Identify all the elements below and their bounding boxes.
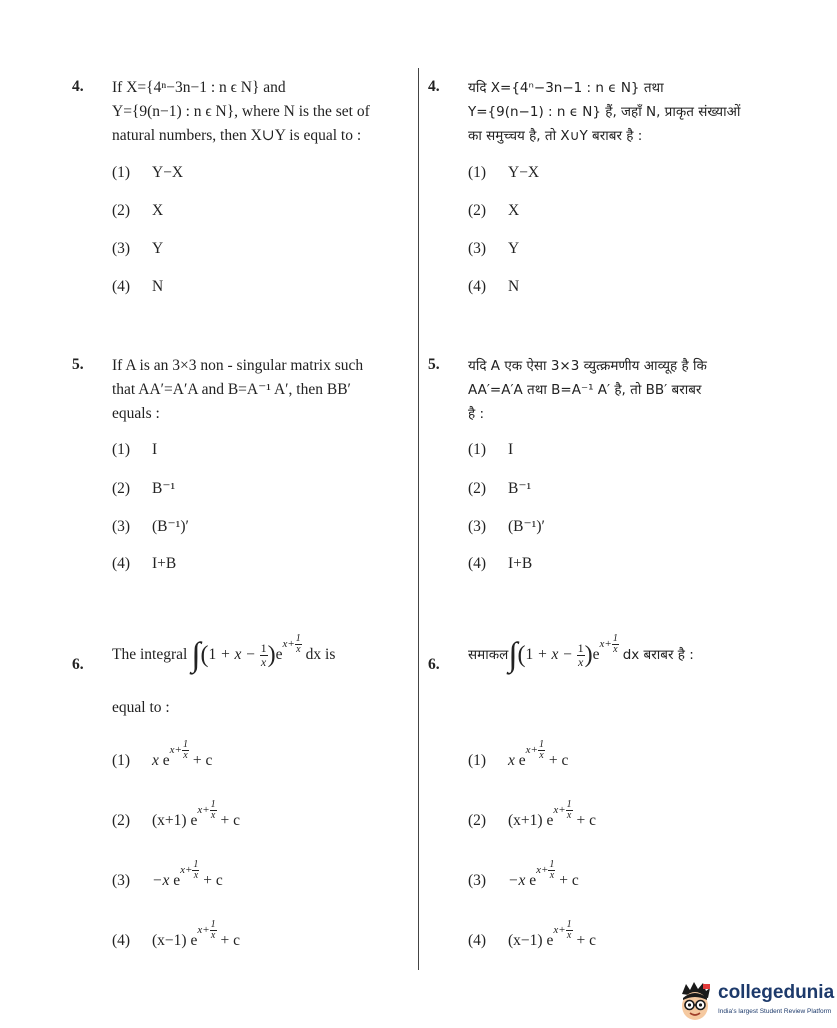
exponent-x-plus-1-over-x: x+ $\frac{1}{x}$ [282,633,301,655]
q5-hi-line3: है : [468,406,485,422]
q6-hi-option-1: (1) x ex+ $\frac{1}{x}$ + c [468,739,569,770]
q4-line1: If X={4ⁿ−3n−1 : n ϵ N} and [112,79,286,96]
q6-line2: equal to : [112,699,170,716]
q5-hi-line1: यदि A एक ऐसा 3×3 व्युत्क्रमणीय आव्यूह है कि [468,358,707,374]
fraction-1-over-x: $\frac{1}{x}$ [260,640,267,669]
q6-option-3: (3) −x ex+ $\frac{1}{x}$ + c [112,859,223,890]
q6-hi-option-2: (2) (x+1) ex+ $\frac{1}{x}$ + c [468,799,597,830]
q4-line2: Y={9(n−1) : n ϵ N}, where N is the set of [112,103,370,120]
q4-option-3: (3) Y [112,240,164,257]
q5-hi-line2: AA′=A′A तथा B=A⁻¹ A′ है, तो BB′ बराबर [468,382,702,398]
q6-option-2: (2) (x+1) ex+ $\frac{1}{x}$ + c [112,799,241,830]
q5-option-1: (1) I [112,441,158,458]
q4-hi-option-2: (2) X [468,202,520,219]
q5-option-3: (3) (B⁻¹)′ [112,518,189,535]
question-6-integral: The integral ∫(1 + x − $\frac{1}{x}$ )ex+ $\frac{1}{x}$ dx is [112,633,336,674]
q5-hi-option-3: (3) (B⁻¹)′ [468,518,545,535]
q5-hi-option-1: (1) I [468,441,514,458]
q4-hi-option-3: (3) Y [468,240,520,257]
logo-tagline: India's largest Student Review Platform [718,1008,832,1015]
q6-hi-option-3: (3) −x ex+ $\frac{1}{x}$ + c [468,859,579,890]
question-6-number: 6. [72,656,84,673]
q4-option-2: (2) X [112,202,164,219]
collegedunia-logo[interactable] [676,978,836,1026]
q6-option-1: (1) x ex+ $\frac{1}{x}$ + c [112,739,213,770]
question-5-number-hi: 5. [428,356,440,373]
question-4-text-hi [468,76,766,148]
q6-hi-option-4: (4) (x−1) ex+ $\frac{1}{x}$ + c [468,919,597,950]
q4-option-4: (4) N [112,278,164,295]
q6-option-4: (4) (x−1) ex+ $\frac{1}{x}$ + c [112,919,241,950]
q5-hi-option-4: (4) I+B [468,555,533,572]
integral-sign-hi: ∫ [508,636,518,674]
q5-line1: If A is an 3×3 non - singular matrix such [112,357,364,374]
q4-hi-line1: यदि X={4ⁿ−3n−1 : n ϵ N} तथा [468,80,664,96]
q5-option-2: (2) B⁻¹ [112,480,176,497]
question-4-number: 4. [72,78,84,95]
mascot-icon [676,980,714,1024]
question-6-number-hi: 6. [428,656,440,673]
q4-hi-option-4: (4) N [468,278,520,295]
question-6-integral-hi: समाकल∫(1 + x − $\frac{1}{x}$ )ex+ $\frac{1}{x}$ dx बराबर है : [468,633,694,674]
question-4-text [112,76,410,148]
question-4-number-hi: 4. [428,78,440,95]
q4-hi-line2: Y={9(n−1) : n ϵ N} हैं, जहाँ N, प्राकृत संख्याओं [468,104,741,120]
q5-option-4: (4) I+B [112,555,177,572]
question-5-text [112,354,410,426]
q5-line2: that AA′=A′A and B=A⁻¹ A′, then BB′ [112,381,351,398]
question-5-number: 5. [72,356,84,373]
q4-line3: natural numbers, then X∪Y is equal to : [112,127,362,144]
q5-hi-option-2: (2) B⁻¹ [468,480,532,497]
column-divider [418,68,419,970]
integral-sign: ∫ [191,636,201,674]
q4-hi-line3: का समुच्चय है, तो X∪Y बराबर है : [468,128,643,144]
logo-name: collegedunia [718,982,835,1003]
q4-option-1: (1) Y−X [112,164,184,181]
question-5-text-hi [468,354,766,426]
q4-hi-option-1: (1) Y−X [468,164,540,181]
q5-line3: equals : [112,405,160,422]
